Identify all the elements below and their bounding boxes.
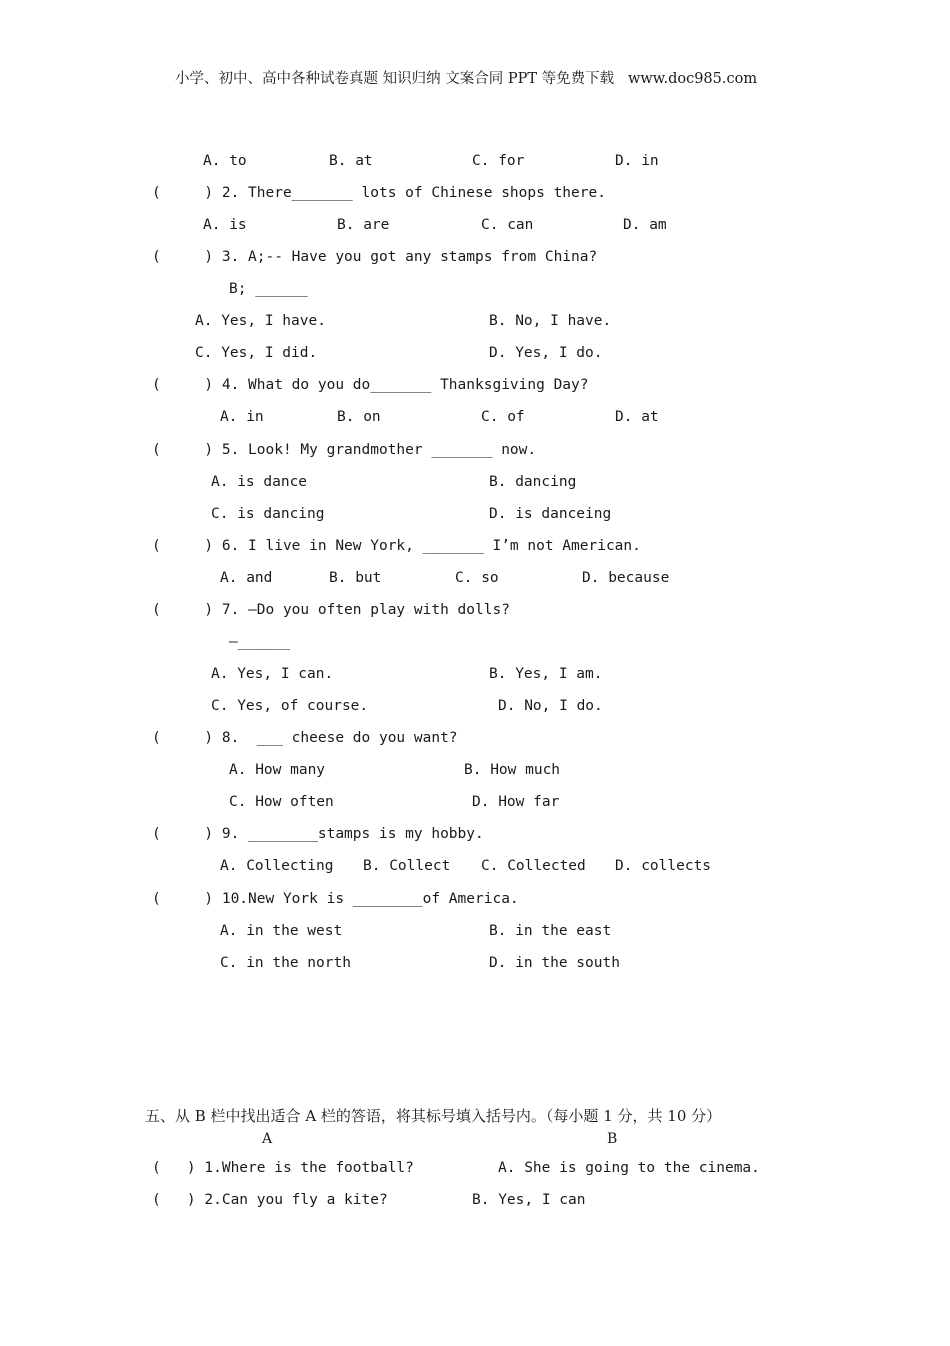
option-a: A. How many: [229, 762, 326, 778]
option-d: D. because: [582, 570, 670, 586]
option-c: C. so: [455, 570, 499, 586]
match-row-b: B. Yes, I can: [472, 1192, 586, 1208]
option-d: D. in the south: [489, 955, 620, 971]
option-b: B. on: [337, 409, 381, 425]
option-b: B. are: [337, 217, 390, 233]
option-a: A. in: [220, 409, 264, 425]
option-b: B. in the east: [489, 923, 612, 939]
option-b: B. at: [329, 153, 373, 169]
option-c: C. is dancing: [211, 506, 325, 522]
option-a: A. and: [220, 570, 273, 586]
question-text: ( ) 3. A;-- Have you got any stamps from China?: [152, 249, 598, 265]
option-a: A. in the west: [220, 923, 343, 939]
option-c: C. Yes, of course.: [211, 698, 369, 714]
question-text: ( ) 2. There_______ lots of Chinese shops there.: [152, 185, 606, 201]
option-d: D. in: [615, 153, 659, 169]
option-c: C. can: [481, 217, 534, 233]
option-c: C. How often: [229, 794, 334, 810]
option-c: C. Collected: [481, 858, 586, 874]
page-header: 小学、初中、高中各种试卷真题 知识归纳 文案合同 PPT 等免费下载 www.doc985.com: [175, 71, 758, 87]
match-row-a: ( ) 2.Can you fly a kite?: [152, 1192, 388, 1208]
option-d: D. at: [615, 409, 659, 425]
option-b: B. Collect: [363, 858, 451, 874]
option-d: D. No, I do.: [498, 698, 603, 714]
option-b: B. dancing: [489, 474, 577, 490]
option-d: D. How far: [472, 794, 560, 810]
option-d: D. is danceing: [489, 506, 612, 522]
question-text: ( ) 7. —Do you often play with dolls?: [152, 602, 510, 618]
question-text: ( ) 10.New York is ________of America.: [152, 891, 519, 907]
question-text: ( ) 8. ___ cheese do you want?: [152, 730, 458, 746]
option-b: B. but: [329, 570, 382, 586]
option-c: C. for: [472, 153, 525, 169]
option-d: D. Yes, I do.: [489, 345, 603, 361]
option-a: A. Yes, I can.: [211, 666, 334, 682]
option-d: D. collects: [615, 858, 712, 874]
section-title: 五、从 B 栏中找出适合 A 栏的答语，将其标号填入括号内。（每小题 1 分，共 10 分）: [145, 1107, 722, 1125]
option-c: C. of: [481, 409, 525, 425]
column-a-header: A: [262, 1131, 273, 1147]
question-text: ( ) 9. ________stamps is my hobby.: [152, 826, 484, 842]
match-row-a: ( ) 1.Where is the football?: [152, 1160, 414, 1176]
question-text: ( ) 5. Look! My grandmother _______ now.: [152, 442, 537, 458]
answer-line: B; ______: [229, 281, 308, 297]
option-d: D. am: [623, 217, 667, 233]
option-a: A. is dance: [211, 474, 308, 490]
option-b: B. No, I have.: [489, 313, 612, 329]
question-text: ( ) 6. I live in New York, _______ I’m not American.: [152, 538, 641, 554]
column-b-header: B: [607, 1131, 618, 1147]
option-a: A. Collecting: [220, 858, 334, 874]
match-row-b: A. She is going to the cinema.: [498, 1160, 760, 1176]
question-text: ( ) 4. What do you do_______ Thanksgiving Day?: [152, 377, 589, 393]
option-b: B. How much: [464, 762, 561, 778]
option-c: C. in the north: [220, 955, 351, 971]
option-a: A. Yes, I have.: [195, 313, 326, 329]
option-a: A. to: [203, 153, 247, 169]
option-b: B. Yes, I am.: [489, 666, 603, 682]
option-a: A. is: [203, 217, 247, 233]
answer-line: —______: [229, 634, 291, 650]
option-c: C. Yes, I did.: [195, 345, 318, 361]
